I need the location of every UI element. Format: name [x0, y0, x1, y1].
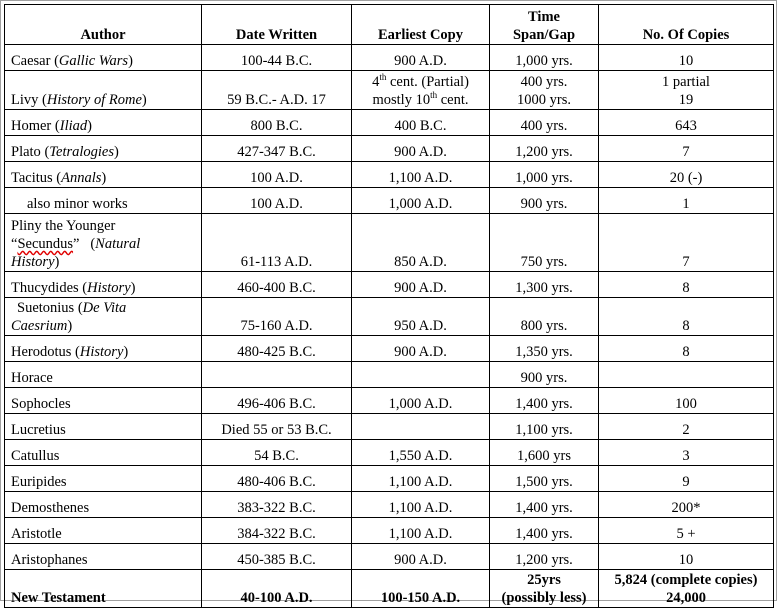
copies-cell: 9 — [599, 466, 774, 492]
copies-cell: 8 — [599, 298, 774, 336]
gap-cell: 400 yrs. — [490, 110, 599, 136]
author-cell: also minor works — [5, 188, 202, 214]
gap-cell: 400 yrs. 1000 yrs. — [490, 71, 599, 110]
table-row — [5, 45, 774, 71]
gap-cell: 900 yrs. — [490, 362, 599, 388]
table-row — [5, 298, 774, 336]
date-cell: 75-160 A.D. — [202, 298, 352, 336]
copies-cell: 2 — [599, 414, 774, 440]
author-cell: Aristotle — [5, 518, 202, 544]
date-cell: 61-113 A.D. — [202, 214, 352, 272]
copy-cell: 900 A.D. — [352, 272, 490, 298]
copy-cell: 900 A.D. — [352, 45, 490, 71]
date-cell: 100-44 B.C. — [202, 45, 352, 71]
gap-cell: 1,400 yrs. — [490, 492, 599, 518]
table-row — [5, 362, 774, 388]
copy-cell: 100-150 A.D. — [352, 570, 490, 608]
copies-cell: 8 — [599, 336, 774, 362]
copy-cell: 900 A.D. — [352, 336, 490, 362]
table-row — [5, 71, 774, 110]
copies-cell: 10 — [599, 45, 774, 71]
gap-cell: 1,400 yrs. — [490, 388, 599, 414]
copies-cell: 1 — [599, 188, 774, 214]
copies-cell: 643 — [599, 110, 774, 136]
date-cell: 480-425 B.C. — [202, 336, 352, 362]
table-row — [5, 414, 774, 440]
copy-cell — [352, 414, 490, 440]
date-cell: 100 A.D. — [202, 188, 352, 214]
table-row — [5, 440, 774, 466]
copy-cell: 1,100 A.D. — [352, 162, 490, 188]
author-cell: Euripides — [5, 466, 202, 492]
copies-cell: 7 — [599, 136, 774, 162]
table-row — [5, 544, 774, 570]
copy-cell: 850 A.D. — [352, 214, 490, 272]
date-cell: 480-406 B.C. — [202, 466, 352, 492]
copy-cell: 1,100 A.D. — [352, 518, 490, 544]
copies-cell: 1 partial 19 — [599, 71, 774, 110]
copies-cell: 7 — [599, 214, 774, 272]
author-cell: Lucretius — [5, 414, 202, 440]
gap-cell: 900 yrs. — [490, 188, 599, 214]
gap-cell: 1,350 yrs. — [490, 336, 599, 362]
date-cell: 450-385 B.C. — [202, 544, 352, 570]
gap-cell: 1,200 yrs. — [490, 544, 599, 570]
table-row — [5, 492, 774, 518]
header-date-written: Date Written — [202, 5, 352, 45]
copies-cell: 8 — [599, 272, 774, 298]
date-cell: 384-322 B.C. — [202, 518, 352, 544]
gap-cell: 1,500 yrs. — [490, 466, 599, 492]
copies-cell: 20 (-) — [599, 162, 774, 188]
copy-cell: 1,100 A.D. — [352, 466, 490, 492]
date-cell: 800 B.C. — [202, 110, 352, 136]
table-row — [5, 162, 774, 188]
author-cell: Suetonius (De Vita Caesrium) — [5, 298, 202, 336]
header-earliest-copy: Earliest Copy — [352, 5, 490, 45]
copy-cell: 400 B.C. — [352, 110, 490, 136]
table-row — [5, 336, 774, 362]
gap-cell: 1,400 yrs. — [490, 518, 599, 544]
table-row — [5, 214, 774, 272]
author-cell: Sophocles — [5, 388, 202, 414]
table-row — [5, 110, 774, 136]
header-time-span-line1: Time — [528, 9, 560, 25]
author-cell: New Testament — [5, 570, 202, 608]
header-time-span-line2: Span/Gap — [512, 27, 576, 43]
copy-cell: 950 A.D. — [352, 298, 490, 336]
copies-cell: 10 — [599, 544, 774, 570]
manuscript-table — [4, 4, 774, 608]
date-cell: 59 B.C.- A.D. 17 — [202, 71, 352, 110]
table-row — [5, 188, 774, 214]
table-row — [5, 388, 774, 414]
author-cell: Caesar (Gallic Wars) — [5, 45, 202, 71]
copy-cell: 4th cent. (Partial) mostly 10th cent. — [352, 71, 490, 110]
author-cell: Pliny the Younger “Secundus” (Natural History) — [5, 214, 202, 272]
header-author: Author — [5, 5, 202, 45]
date-cell: 383-322 B.C. — [202, 492, 352, 518]
header-time-span — [490, 5, 599, 45]
gap-cell: 1,100 yrs. — [490, 414, 599, 440]
copies-cell: 5,824 (complete copies) 24,000 — [599, 570, 774, 608]
table-row — [5, 466, 774, 492]
gap-cell: 1,000 yrs. — [490, 162, 599, 188]
author-cell: Homer (Iliad) — [5, 110, 202, 136]
date-cell: Died 55 or 53 B.C. — [202, 414, 352, 440]
author-cell: Herodotus (History) — [5, 336, 202, 362]
copy-cell — [352, 362, 490, 388]
copy-cell: 1,000 A.D. — [352, 388, 490, 414]
header-copies: No. Of Copies — [599, 5, 774, 45]
copy-cell: 1,550 A.D. — [352, 440, 490, 466]
date-cell: 460-400 B.C. — [202, 272, 352, 298]
gap-cell: 800 yrs. — [490, 298, 599, 336]
copies-cell: 100 — [599, 388, 774, 414]
copy-cell: 900 A.D. — [352, 136, 490, 162]
author-cell: Plato (Tetralogies) — [5, 136, 202, 162]
date-cell: 427-347 B.C. — [202, 136, 352, 162]
date-cell: 100 A.D. — [202, 162, 352, 188]
gap-cell: 1,300 yrs. — [490, 272, 599, 298]
date-cell — [202, 362, 352, 388]
gap-cell: 25yrs (possibly less) — [490, 570, 599, 608]
copy-cell: 1,100 A.D. — [352, 492, 490, 518]
date-cell: 54 B.C. — [202, 440, 352, 466]
date-cell: 40-100 A.D. — [202, 570, 352, 608]
author-cell: Livy (History of Rome) — [5, 71, 202, 110]
author-cell: Demosthenes — [5, 492, 202, 518]
header-row — [5, 5, 774, 45]
gap-cell: 1,000 yrs. — [490, 45, 599, 71]
date-cell: 496-406 B.C. — [202, 388, 352, 414]
author-cell: Horace — [5, 362, 202, 388]
gap-cell: 750 yrs. — [490, 214, 599, 272]
author-cell: Thucydides (History) — [5, 272, 202, 298]
author-cell: Catullus — [5, 440, 202, 466]
author-cell: Tacitus (Annals) — [5, 162, 202, 188]
gap-cell: 1,600 yrs — [490, 440, 599, 466]
copies-cell: 5 + — [599, 518, 774, 544]
copy-cell: 900 A.D. — [352, 544, 490, 570]
table-row — [5, 272, 774, 298]
author-cell: Aristophanes — [5, 544, 202, 570]
copy-cell: 1,000 A.D. — [352, 188, 490, 214]
copies-cell: 3 — [599, 440, 774, 466]
copies-cell: 200* — [599, 492, 774, 518]
gap-cell: 1,200 yrs. — [490, 136, 599, 162]
table-row-total — [5, 570, 774, 608]
table-row — [5, 136, 774, 162]
copies-cell — [599, 362, 774, 388]
table-row — [5, 518, 774, 544]
